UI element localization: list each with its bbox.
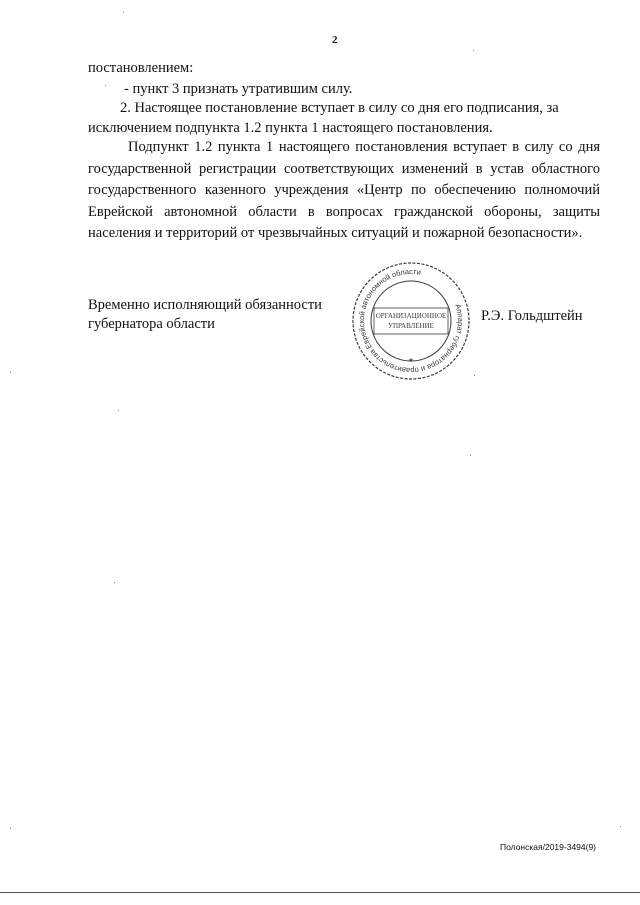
text-line-item-3: - пункт 3 признать утратившим силу.	[124, 81, 353, 97]
signature-position-line-2: губернатора области	[88, 316, 215, 332]
stamp-center-line-1: ОРГАНИЗАЦИОННОЕ	[375, 312, 447, 320]
signature-position	[88, 296, 322, 334]
scan-speck	[10, 372, 11, 373]
paragraph-2-line-1: 2. Настоящее постановление вступает в силу со дня его подписания, за	[120, 100, 559, 116]
page-number: 2	[332, 34, 338, 46]
text-line-resolution: постановлением:	[88, 60, 194, 76]
stamp-inner-ring	[371, 281, 451, 361]
official-stamp	[350, 260, 472, 382]
paragraph-2-line-2: исключением подпункта 1.2 пункта 1 настоящего постановления.	[88, 120, 493, 136]
signature-name: Р.Э. Гольдштейн	[481, 308, 583, 324]
scan-speck	[473, 50, 474, 51]
scan-speck	[123, 12, 124, 13]
stamp-center-line-2: УПРАВЛЕНИЕ	[388, 322, 434, 330]
bottom-rule	[0, 892, 640, 893]
scan-speck	[114, 582, 115, 583]
signature-position-line-1: Временно исполняющий обязанности	[88, 297, 322, 313]
scan-speck	[620, 826, 621, 827]
scan-speck	[474, 375, 475, 376]
paragraph-3: Подпункт 1.2 пункта 1 настоящего постановления вступает в силу со дня государственной регистрации соответствующих изменений в устав областного государственного казенного учреждения «Центр по обеспечению полномочий Еврейской автономной области в вопросах гражданской обороны, защиты населения и территорий от чрезвычайных ситуаций и пожарной безопасности».	[88, 139, 600, 241]
scan-speck	[105, 85, 106, 86]
scan-speck	[10, 828, 11, 829]
scan-speck	[470, 455, 471, 456]
stamp-star-icon: ★	[408, 358, 414, 364]
scan-speck	[118, 410, 119, 411]
footer-reference: Полонская/2019-3494(9)	[500, 842, 597, 852]
stamp-ring-text: Аппарат губернатора и правительства Еврейской автономной области	[356, 266, 466, 376]
